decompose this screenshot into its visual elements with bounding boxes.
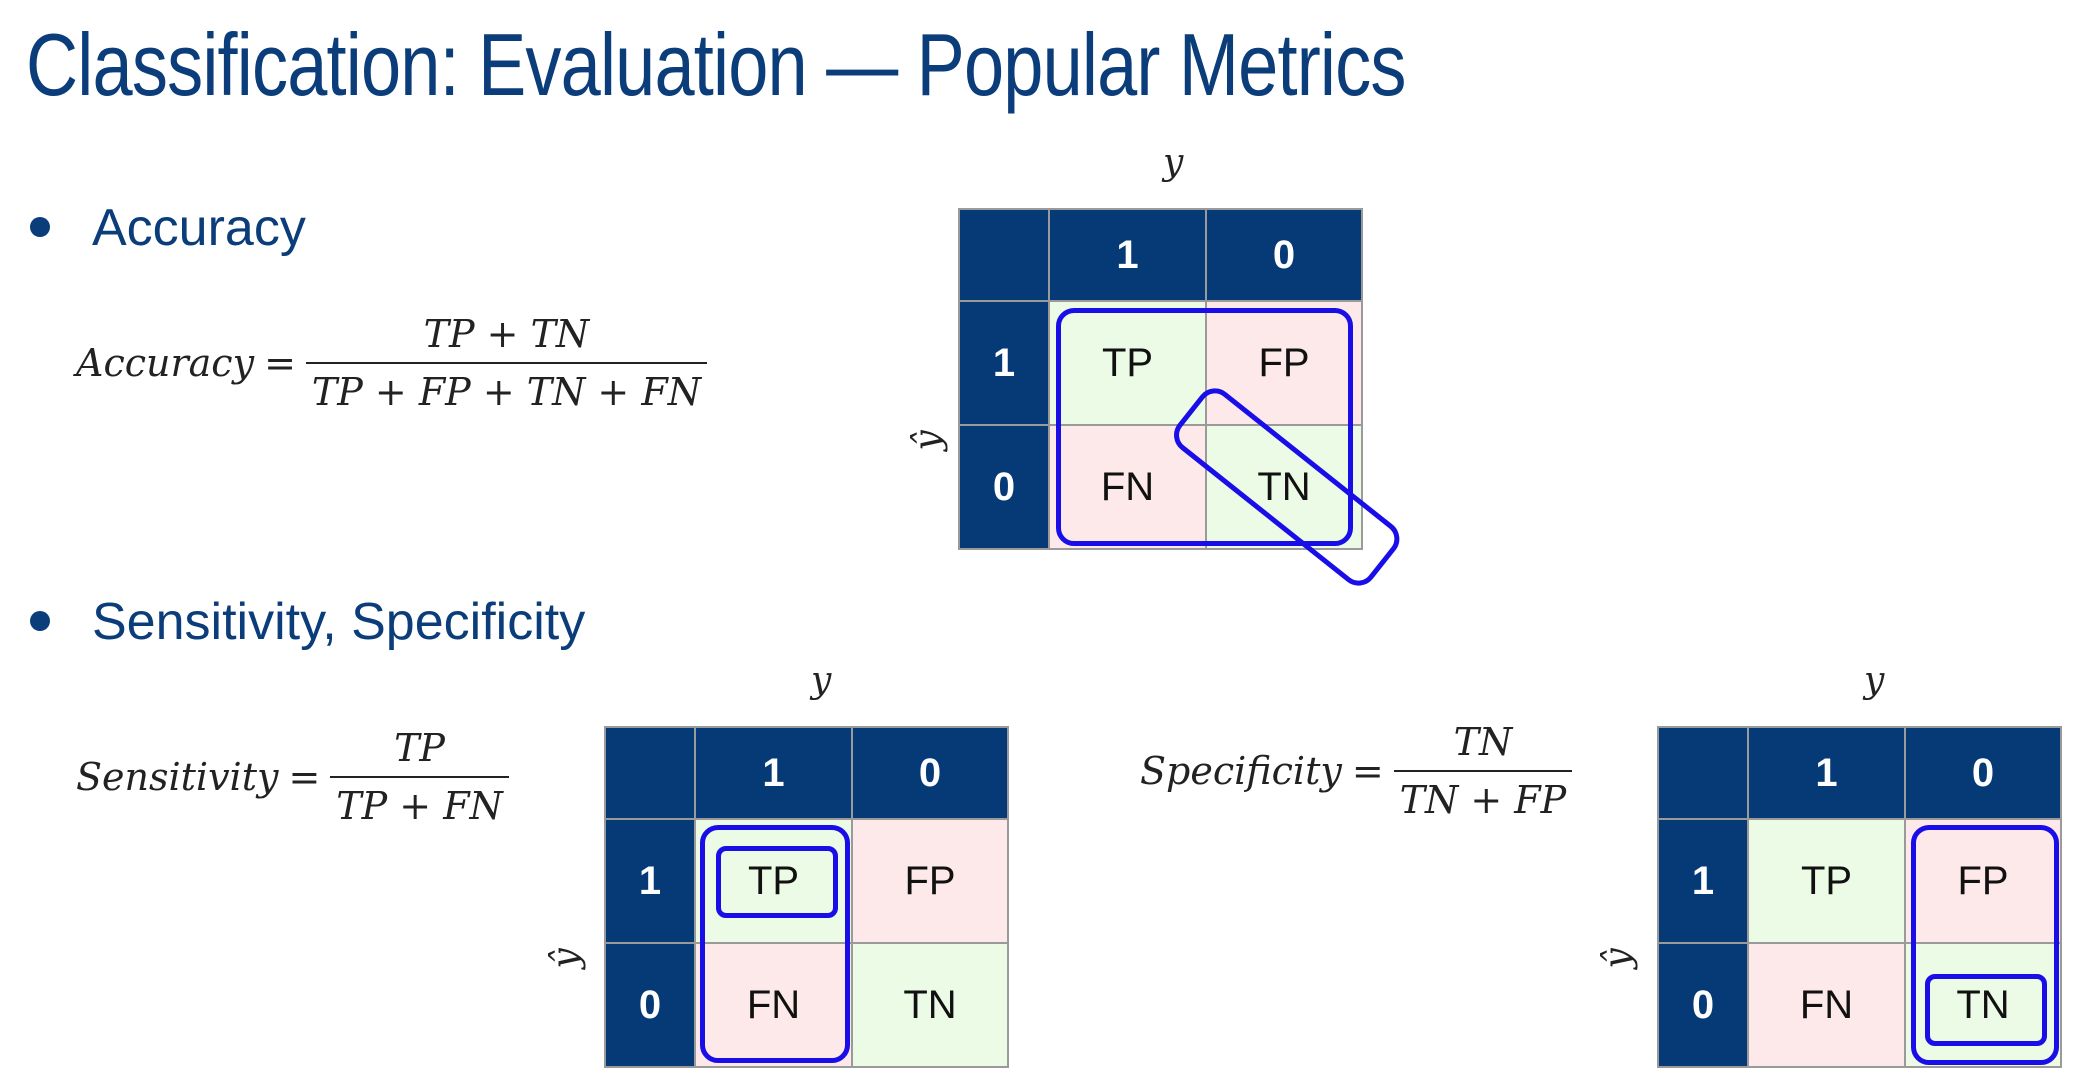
specificity-yhat-axis-label: ŷ: [1597, 948, 1639, 969]
cell-fn: FN: [1048, 424, 1207, 550]
cell-tp: TP: [694, 818, 853, 944]
cell-tp: TP: [1048, 300, 1207, 426]
diagonal-highlight: [958, 208, 1363, 550]
bullet-accuracy: [30, 198, 306, 258]
accuracy-eq: =: [264, 341, 296, 385]
matrix-corner: [1657, 726, 1749, 820]
sensitivity-lhs: Sensitivity: [76, 755, 279, 799]
row-header: 0: [958, 424, 1050, 550]
highlight-diagonal-tp-tn: [1170, 384, 1403, 589]
sensitivity-numerator: TP: [394, 726, 445, 770]
cell-tn: TN: [851, 942, 1009, 1068]
cell-tn: TN: [1205, 424, 1363, 550]
cell-tn: TN: [1904, 942, 2062, 1068]
bullet-dot-icon: [30, 611, 50, 631]
highlight-tn-cell: [1925, 974, 2047, 1046]
cell-fn: FN: [694, 942, 853, 1068]
cell-tp: TP: [1747, 818, 1906, 944]
col-header: 1: [694, 726, 853, 820]
col-header: 0: [851, 726, 1009, 820]
row-header: 1: [1657, 818, 1749, 944]
sensitivity-confusion-matrix: [604, 726, 1009, 1068]
row-header: 1: [604, 818, 696, 944]
matrix-corner: [604, 726, 696, 820]
page-title: Classification: Evaluation — Popular Metrics: [26, 15, 1406, 114]
col-header: 1: [1747, 726, 1906, 820]
specificity-lhs: Specificity: [1140, 749, 1342, 793]
col-header: 1: [1048, 208, 1207, 302]
bullet-dot-icon: [30, 217, 50, 237]
bullet-sens-spec-label: Sensitivity, Specificity: [92, 593, 586, 651]
accuracy-yhat-axis-label: ŷ: [907, 430, 949, 451]
bullet-sens-spec: [30, 592, 585, 652]
specificity-confusion-matrix: [1657, 726, 2062, 1068]
accuracy-denominator: TP + FP + TN + FN: [306, 362, 707, 414]
cell-fn: FN: [1747, 942, 1906, 1068]
sensitivity-fraction: [330, 726, 509, 828]
sensitivity-denominator: TP + FN: [330, 776, 509, 828]
specificity-numerator: TN: [1453, 720, 1513, 764]
accuracy-confusion-matrix: [958, 208, 1363, 550]
specificity-y-axis-label: y: [1864, 660, 1885, 701]
specificity-eq: =: [1351, 749, 1384, 793]
sensitivity-eq: =: [288, 755, 321, 799]
sensitivity-formula: [76, 726, 509, 828]
cell-fp: FP: [851, 818, 1009, 944]
sensitivity-yhat-axis-label: ŷ: [545, 948, 587, 969]
specificity-denominator: TN + FP: [1394, 770, 1573, 822]
bullet-accuracy-label: Accuracy: [92, 199, 306, 257]
accuracy-formula: [76, 312, 707, 414]
col-header: 0: [1205, 208, 1363, 302]
accuracy-lhs: Accuracy: [76, 341, 255, 385]
col-header: 0: [1904, 726, 2062, 820]
accuracy-fraction: [306, 312, 707, 414]
row-header: 0: [1657, 942, 1749, 1068]
specificity-formula: [1140, 720, 1572, 822]
cell-fp: FP: [1205, 300, 1363, 426]
accuracy-numerator: TP + TN: [423, 312, 590, 356]
row-header: 1: [958, 300, 1050, 426]
sensitivity-y-axis-label: y: [811, 660, 832, 701]
cell-fp: FP: [1904, 818, 2062, 944]
row-header: 0: [604, 942, 696, 1068]
highlight-tp-cell: [716, 846, 838, 918]
accuracy-y-axis-label: y: [1163, 142, 1184, 183]
specificity-fraction: [1394, 720, 1573, 822]
